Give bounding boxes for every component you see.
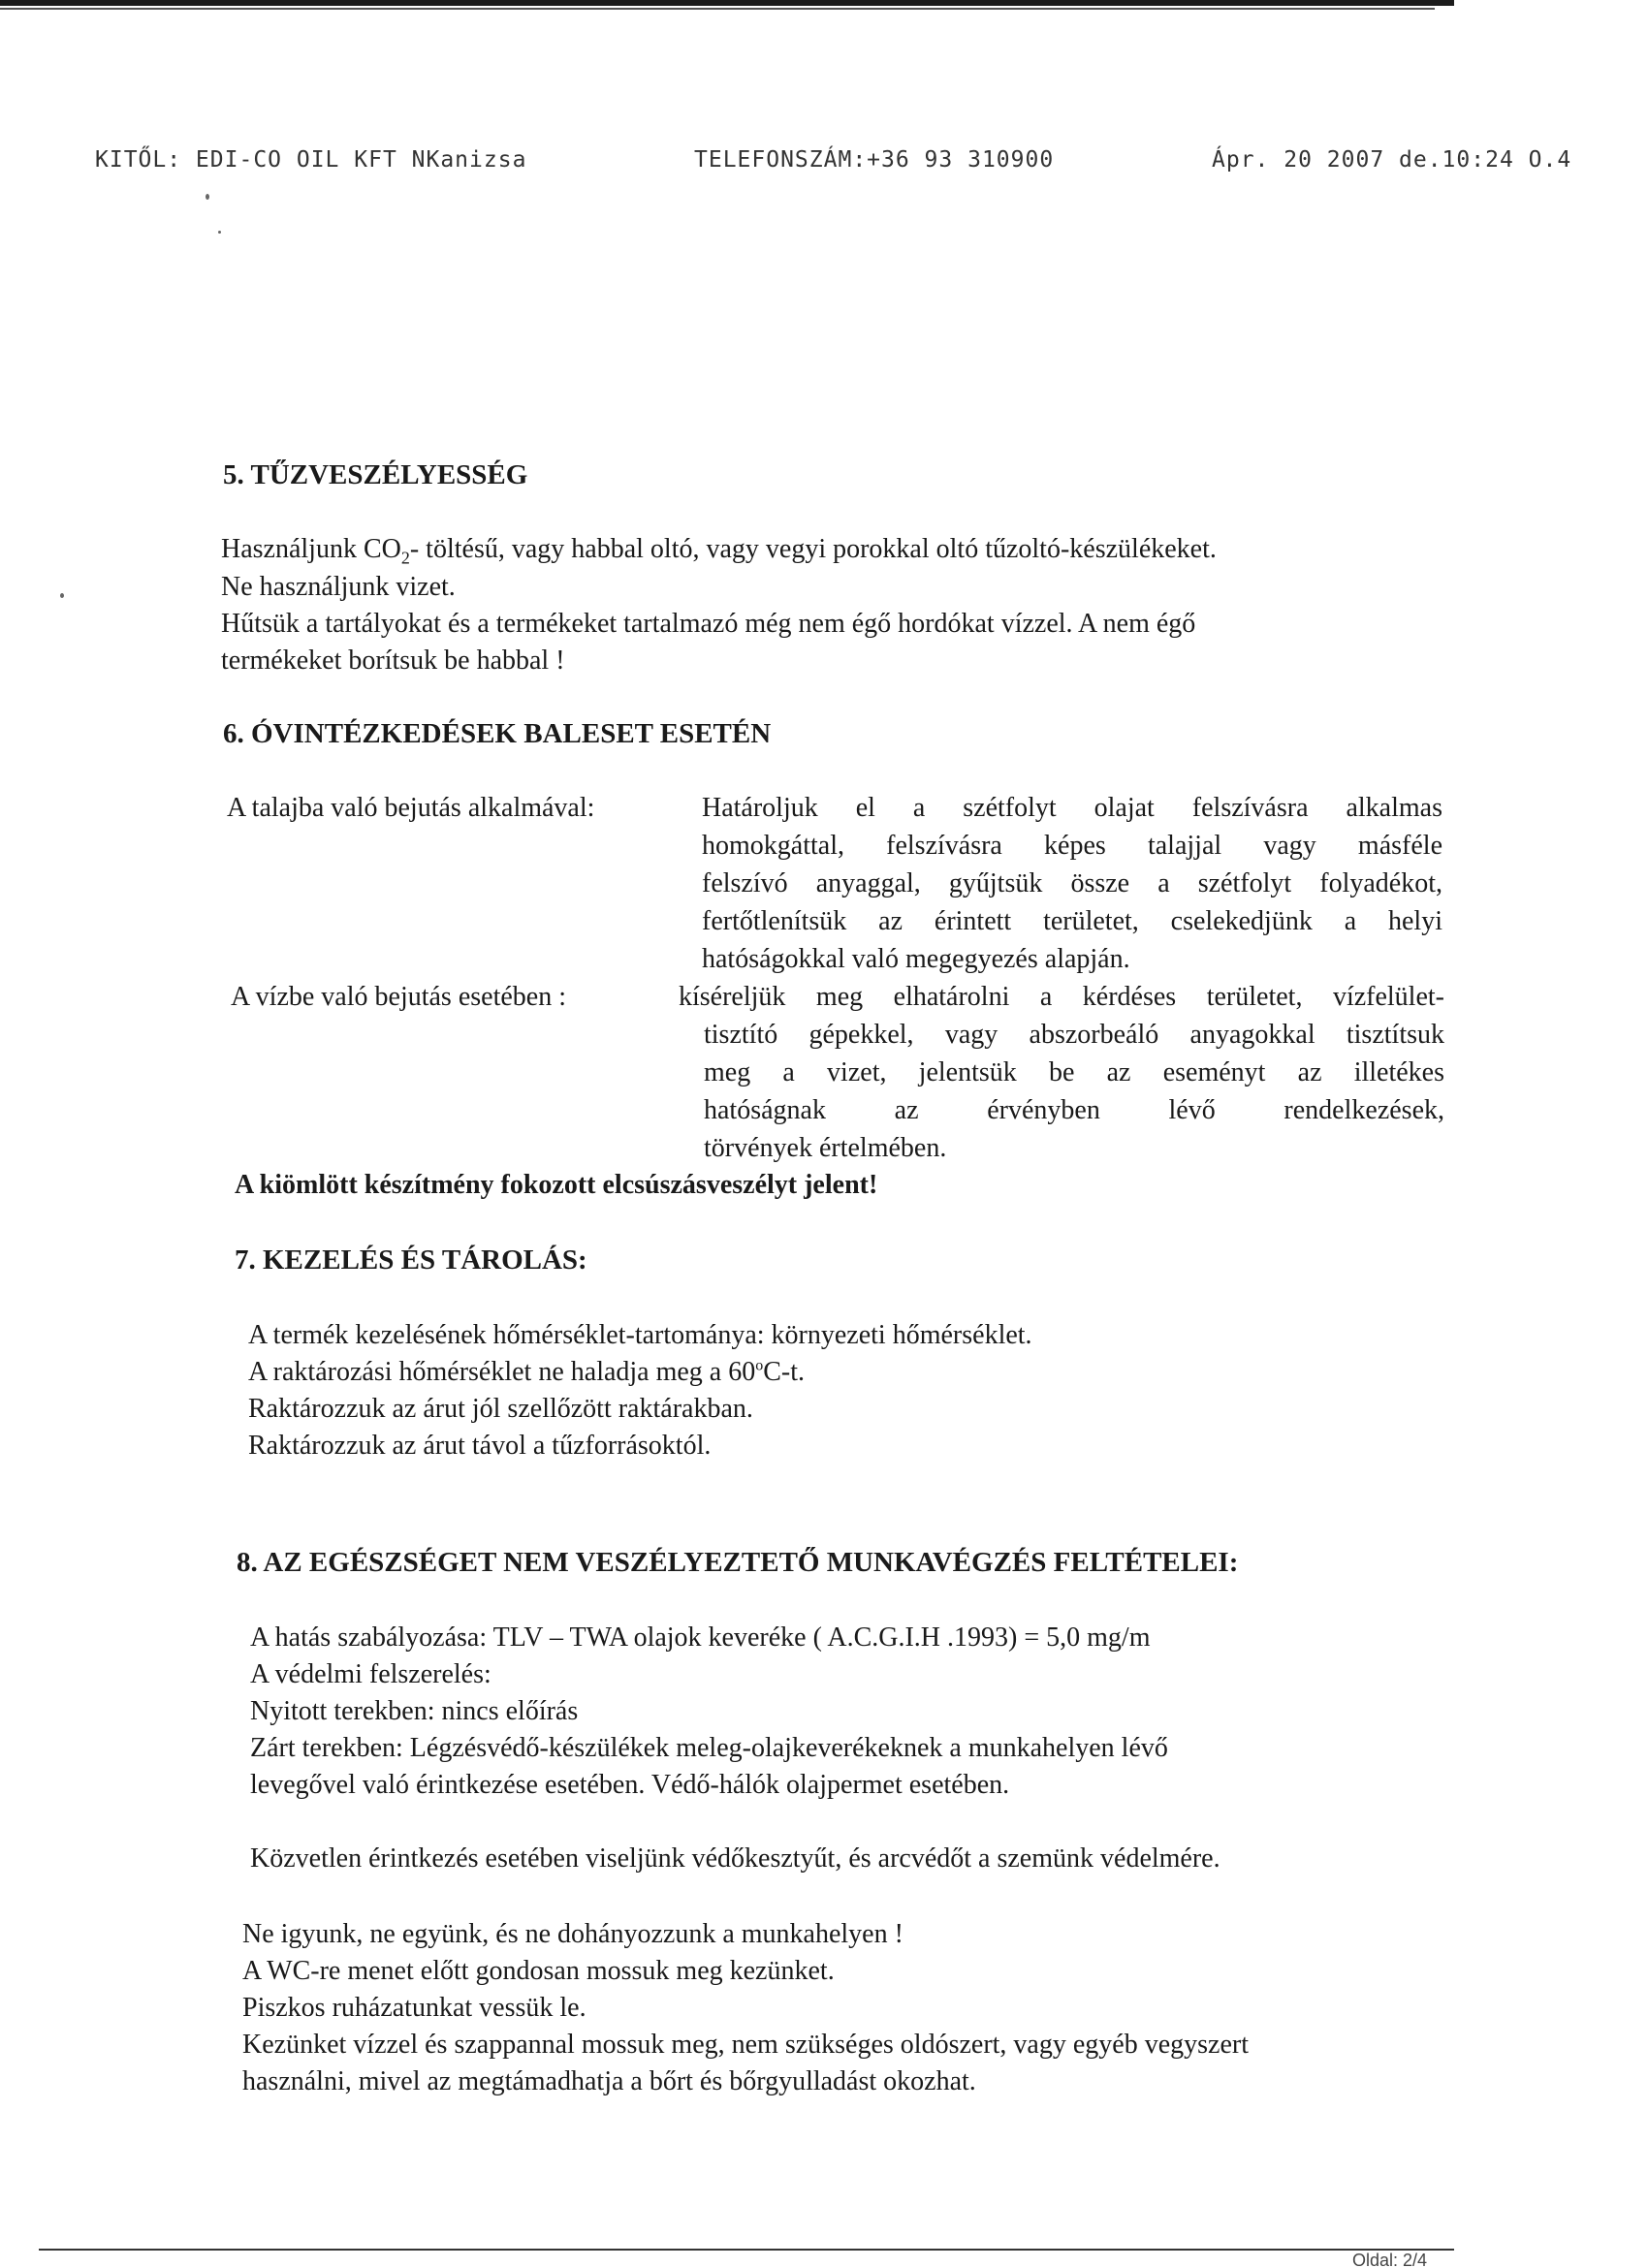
- hygiene-line: Ne igyunk, ne együnk, és ne dohányozzunk a munkahelyen !: [242, 1919, 903, 1949]
- section-6-heading: 6. ÓVINTÉZKEDÉSEK BALESET ESETÉN: [223, 718, 772, 749]
- section-5-line: Hűtsük a tartályokat és a termékeket tartalmazó még nem égő hordókat vízzel. A nem égő: [221, 609, 1196, 639]
- section-8-contact-line: Közvetlen érintkezés esetében viseljünk védőkesztyűt, és arcvédőt a szemünk védelmére.: [250, 1843, 1220, 1874]
- section-7-line-text: A raktározási hőmérséklet ne haladja meg a 60: [248, 1357, 756, 1387]
- section-8-heading: 8. AZ EGÉSZSÉGET NEM VESZÉLYEZTETŐ MUNKAVÉGZÉS FELTÉTELEI:: [237, 1547, 1239, 1578]
- section-7-line: A termék kezelésének hőmérséklet-tartománya: környezeti hőmérséklet.: [248, 1320, 1032, 1350]
- section-5-line: Ne használjunk vizet.: [221, 572, 456, 602]
- hygiene-line: Kezünket vízzel és szappannal mossuk meg, nem szükséges oldószert, vagy egyéb vegyszert: [242, 2030, 1249, 2060]
- section-8-line: levegővel való érintkezése esetében. Védő-hálók olajpermet esetében.: [250, 1770, 1010, 1800]
- soil-entry-text-line: homokgáttal, felszívásra képes talajjal vagy másféle: [702, 831, 1442, 861]
- fax-top-rule-secondary: [0, 8, 1435, 10]
- page-number: Oldal: 2/4: [1352, 2251, 1428, 2268]
- section-5-line: termékeket borítsuk be habbal !: [221, 646, 565, 676]
- water-entry-label: A vízbe való bejutás esetében :: [231, 982, 566, 1012]
- soil-entry-text-line: fertőtlenítsük az érintett területet, cselekedjünk a helyi: [702, 906, 1442, 936]
- section-7-heading: 7. KEZELÉS ÉS TÁROLÁS:: [235, 1244, 587, 1276]
- slip-hazard-warning: A kiömlött készítmény fokozott elcsúszásveszélyt jelent!: [235, 1170, 878, 1200]
- section-5-line: [221, 534, 1217, 569]
- water-entry-text-line: törvények értelmében.: [704, 1133, 947, 1163]
- water-entry-text-line: hatóságnak az érvényben lévő rendelkezések,: [704, 1095, 1444, 1125]
- soil-entry-label: A talajba való bejutás alkalmával:: [227, 793, 595, 823]
- degree-superscript: o: [755, 1357, 764, 1374]
- hygiene-line: Piszkos ruházatunkat vessük le.: [242, 1993, 586, 2023]
- hygiene-line: használni, mivel az megtámadhatja a bőrt és bőrgyulladást okozhat.: [242, 2066, 976, 2096]
- fax-phone: TELEFONSZÁM:+36 93 310900: [694, 147, 1055, 173]
- section-7-line: Raktározzuk az árut jól szellőzött raktárakban.: [248, 1394, 753, 1424]
- soil-entry-text-line: Határoljuk el a szétfolyt olajat felszívásra alkalmas: [702, 793, 1442, 823]
- section-8-line: A hatás szabályozása: TLV – TWA olajok keveréke ( A.C.G.I.H .1993) = 5,0 mg/m: [250, 1622, 1151, 1653]
- section-8-line: Zárt terekben: Légzésvédő-készülékek meleg-olajkeverékeknek a munkahelyen lévő: [250, 1733, 1168, 1763]
- section-7-line-text: C-t.: [763, 1357, 806, 1387]
- co2-subscript: 2: [400, 548, 410, 568]
- fax-top-rule: [0, 0, 1454, 6]
- section-7-line: [248, 1357, 805, 1388]
- soil-entry-text-line: hatóságokkal való megegyezés alapján.: [702, 944, 1130, 974]
- section-5-line-text: Használjunk CO: [221, 534, 401, 564]
- section-5-line-text: - töltésű, vagy habbal oltó, vagy vegyi porokkal oltó tűzoltó-készülékeket.: [409, 534, 1217, 564]
- water-entry-text-line: kíséreljük meg elhatárolni a kérdéses területet, vízfelület-: [679, 982, 1444, 1012]
- fax-speck: [60, 593, 64, 598]
- hygiene-line: A WC-re menet előtt gondosan mossuk meg kezünket.: [242, 1956, 835, 1986]
- soil-entry-text-line: felszívó anyaggal, gyűjtsük össze a szétfolyt folyadékot,: [702, 868, 1442, 898]
- water-entry-text-line: meg a vizet, jelentsük be az eseményt az illetékes: [704, 1057, 1444, 1087]
- fax-bottom-rule: [39, 2249, 1454, 2251]
- section-5-heading: 5. TŰZVESZÉLYESSÉG: [223, 459, 528, 490]
- fax-speck: [206, 194, 209, 200]
- section-8-line: Nyitott terekben: nincs előírás: [250, 1696, 579, 1726]
- section-7-line: Raktározzuk az árut távol a tűzforrásoktól.: [248, 1431, 712, 1461]
- section-8-line: A védelmi felszerelés:: [250, 1659, 491, 1689]
- fax-speck: [218, 231, 221, 234]
- water-entry-text-line: tisztító gépekkel, vagy abszorbeáló anyagokkal tisztítsuk: [704, 1020, 1444, 1050]
- fax-sender: KITŐL: EDI-CO OIL KFT NKanizsa: [95, 147, 527, 173]
- fax-date: Ápr. 20 2007 de.10:24 O.4: [1212, 147, 1572, 173]
